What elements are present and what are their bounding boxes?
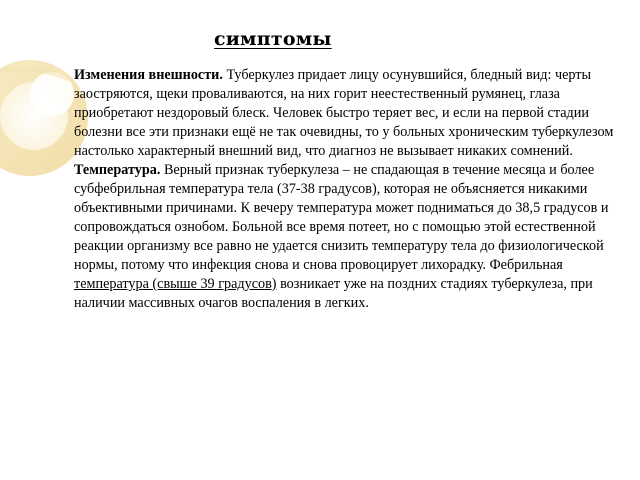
appearance-heading: Изменения внешности. — [74, 67, 223, 83]
temperature-text-end: возникает уже на поздних стадиях туберкулеза, при наличии массивных очагов воспаления в легких. — [74, 276, 593, 311]
temperature-heading: Температура. — [74, 162, 161, 178]
febrile-temperature-link[interactable]: температура (свыше 39 градусов) — [74, 276, 277, 292]
appearance-paragraph — [74, 66, 622, 161]
appearance-text: Туберкулез придает лицу осунувшийся, бледный вид: черты заостряются, щеки проваливаются, на них горит неестественный румянец, глаза приобретают нездоровый блеск. Человек быстро теряет вес, и если на первой стадии болезни все эти признаки ещё не так очевидны, то у больных хроническим туберкулезом настолько характерный внешний вид, что диагноз не вызывает никаких сомнений. — [74, 67, 614, 159]
slide-body — [74, 66, 622, 313]
slide-title: симптомы — [214, 28, 332, 50]
temperature-text: Верный признак туберкулеза – не спадающая в течение месяца и более субфебрильная температура тела (37-38 градусов), которая не объясняется никакими объективными причинами. К вечеру температура может подниматься до 38,5 градусов и сопровождаться ознобом. Больной все время потеет, но с помощью этой естественной реакции организму все равно не удается снизить температуру тела до физиологической нормы, потому что инфекция снова и снова провоцирует лихорадку. Фебрильная — [74, 162, 609, 273]
temperature-paragraph — [74, 161, 622, 313]
